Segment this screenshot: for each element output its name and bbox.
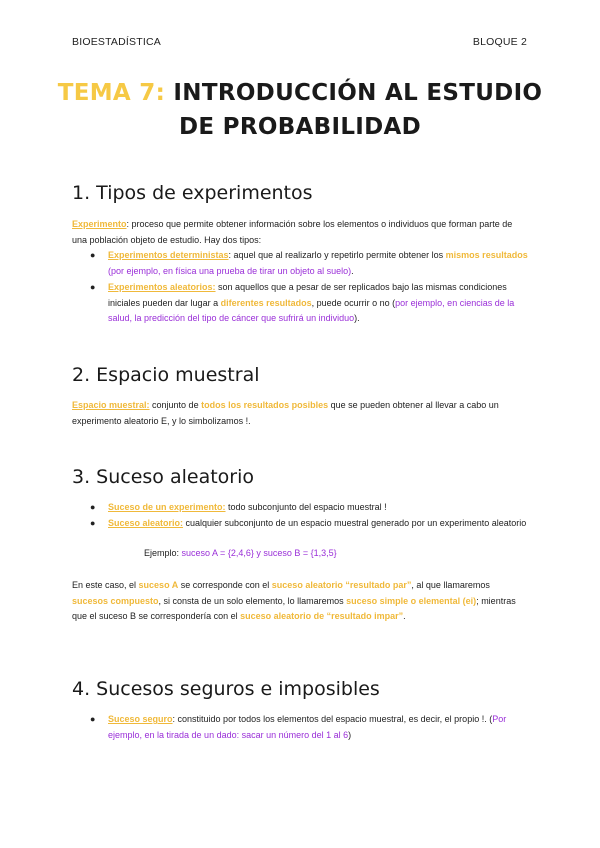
- para-text: En este caso, el: [72, 580, 139, 590]
- bullet-icon: ●: [90, 250, 96, 260]
- term-espacio-muestral: Espacio muestral:: [72, 400, 150, 410]
- term-experimento: Experimento: [72, 219, 127, 229]
- list-item-suceso-seguro: [108, 712, 528, 743]
- term-suceso-aleatorio: Suceso aleatorio:: [108, 518, 184, 528]
- header-block: BLOQUE 2: [472, 36, 527, 48]
- term-suceso-experimento: Suceso de un experimento:: [108, 502, 226, 512]
- term-aleatorios: Experimentos aleatorios:: [108, 282, 216, 292]
- item-end: ): [348, 729, 352, 740]
- section-3-heading: 3. Suceso aleatorio: [72, 466, 255, 488]
- page-title: [40, 76, 560, 144]
- highlight: suceso A: [138, 580, 179, 590]
- bullet-icon: ●: [90, 714, 96, 724]
- list-item-suceso-experimento: [108, 500, 528, 516]
- item-text: : aquel que al realizarlo y repetirlo permite obtener los: [228, 250, 446, 260]
- highlight: mismos resultados: [445, 250, 528, 260]
- para-text: , si consta de un solo elemento, lo llamaremos: [158, 595, 347, 606]
- definition-text: : proceso que permite obtener información sobre los elementos o individuos que forman parte de una población objeto de estudio. Hay dos tipos:: [72, 219, 513, 245]
- example-text: suceso A = {2,4,6} y suceso B = {1,3,5}: [181, 548, 337, 558]
- page-header: [72, 36, 527, 48]
- title-tema: TEMA 7:: [57, 80, 166, 106]
- definition-text: conjunto de: [149, 400, 202, 410]
- term-suceso-seguro: Suceso seguro: [108, 714, 173, 724]
- title-line1: INTRODUCCIÓN AL ESTUDIO: [173, 80, 543, 106]
- para-text: se corresponde con el: [178, 580, 272, 590]
- list-item-suceso-aleatorio: [108, 516, 528, 532]
- item-text: cualquier subconjunto de un espacio muestral generado por un experimento aleatorio: [183, 518, 527, 528]
- section-1-heading: 1. Tipos de experimentos: [72, 182, 313, 204]
- bullet-icon: ●: [90, 282, 96, 292]
- item-text: todo subconjunto del espacio muestral !: [225, 502, 387, 512]
- section-2-definition: [72, 398, 527, 429]
- example-label: Ejemplo:: [144, 548, 182, 558]
- item-end: .: [351, 265, 354, 276]
- highlight: suceso simple o elemental (ei): [346, 595, 477, 606]
- item-end: ).: [354, 313, 360, 324]
- title-line2: DE PROBABILIDAD: [178, 114, 422, 140]
- highlight: suceso aleatorio “resultado par”: [271, 580, 412, 590]
- item-text: son aquellos que a pesar de ser replicados bajo las mismas condiciones iniciales pueden dar lugar a: [108, 282, 507, 308]
- item-text: , puede ocurrir o no (: [311, 297, 396, 308]
- highlight: suceso aleatorio de “resultado impar”: [240, 611, 404, 622]
- bullet-icon: ●: [90, 502, 96, 512]
- para-text: , al que llamaremos: [411, 580, 490, 590]
- highlight: todos los resultados posibles: [201, 400, 329, 410]
- section-4-heading: 4. Sucesos seguros e imposibles: [72, 678, 380, 700]
- example-text: (por ejemplo, en física una prueba de tirar un objeto al suelo): [108, 265, 352, 276]
- highlight: diferentes resultados: [220, 297, 312, 308]
- term-deterministas: Experimentos deterministas: [108, 250, 229, 260]
- example-text: Por ejemplo, en la tirada de un dado: sacar un número del 1 al 6: [108, 714, 507, 740]
- section-1-definition: [72, 217, 527, 248]
- example-line: [144, 546, 337, 562]
- para-text: .: [403, 611, 406, 622]
- example-text: por ejemplo, en ciencias de la salud, la predicción del tipo de cáncer que sufrirá un individuo: [108, 297, 515, 324]
- item-text: : constituido por todos los elementos del espacio muestral, es decir, el propio !. (: [172, 714, 493, 724]
- highlight: sucesos compuesto: [72, 595, 159, 606]
- header-subject: BIOESTADÍSTICA: [72, 36, 161, 48]
- para-text: ; mientras que el suceso B se correspondería con el: [72, 595, 516, 622]
- definition-text: que se pueden obtener al llevar a cabo un experimento aleatorio E, y lo simbolizamos !.: [72, 400, 499, 426]
- list-item-aleatorios: [108, 280, 528, 327]
- bullet-icon: ●: [90, 518, 96, 528]
- list-item-deterministas: [108, 248, 528, 279]
- section-2-heading: 2. Espacio muestral: [72, 364, 260, 386]
- section-3-paragraph: [72, 578, 527, 625]
